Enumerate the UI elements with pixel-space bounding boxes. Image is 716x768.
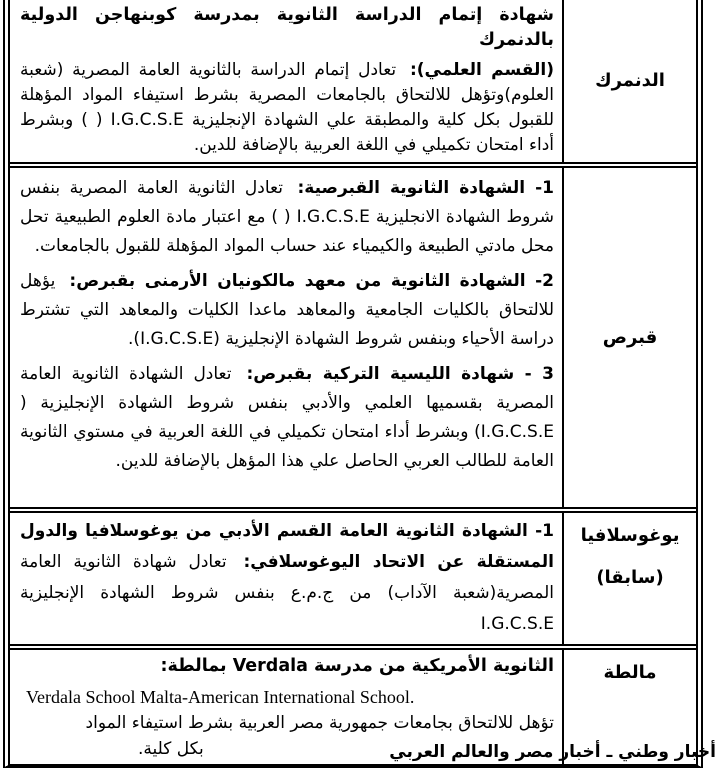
details-cell-cyprus [10, 168, 562, 507]
certificate-paragraph [20, 516, 554, 640]
school-name-english: Verdala School Malta-American International School. [26, 687, 415, 707]
country-cell-cyprus [562, 168, 696, 507]
paragraph-heading: 2- الشهادة الثانوية من معهد مالكونيان الأرمنى بقبرص: [69, 271, 554, 291]
certificate-title: الثانوية الأمريكية من مدرسة Verdala بمالطة: [160, 656, 554, 676]
news-site-watermark: أخبار وطني ـ أخبار مصر والعالم العربي [389, 742, 716, 762]
certificate-paragraph [20, 58, 554, 158]
certificate-paragraph [20, 360, 554, 476]
paragraph-heading: 1- الشهادة الثانوية العامة القسم الأدبي من يوغوسلافيا والدول المستقلة عن الاتحاد اليوغوسلافي: [20, 521, 554, 572]
paragraph-text: تعادل إتمام الدراسة بالثانوية العامة المصرية (شعبة العلوم)وتؤهل للالتحاق بالجامعات المصرية بشرط استيفاء المواد المؤهلة للقبول بكل كلية والمطبقة علي الشهادة الإنجليزية I.G.C.S.E ( ) وبشرط أداء امتحان تكميلي في اللغة العربية بالإضافة للدين. [20, 60, 555, 155]
certificate-condition-line: تؤهل للالتحاق بجامعات جمهورية مصر العربية بشرط استيفاء المواد [85, 713, 554, 733]
certificate-condition-fragment: بكل كلية. [138, 739, 204, 759]
paragraph-text: تعادل شهادة الثانوية العامة المصرية(شعبة الآداب) من ج.م.ع بنفس شروط الشهادة الإنجليزية I.G.C.S.E [20, 552, 554, 634]
paragraph-heading: 1- الشهادة الثانوية القبرصية: [297, 178, 555, 198]
country-label-denmark: الدنمرك [595, 70, 665, 91]
country-label-cyprus: قبرص [602, 326, 658, 348]
country-label-yugoslavia-suffix: (سابقا) [596, 567, 664, 588]
table-row-cyprus [10, 162, 696, 507]
paragraph-heading: (القسم العلمي): [409, 60, 554, 80]
equivalency-table [3, 0, 703, 768]
details-cell-denmark [10, 0, 562, 162]
country-label-yugoslavia: يوغوسلافيا [580, 525, 680, 546]
details-cell-yugoslavia [10, 513, 562, 644]
table-row-yugoslavia [10, 507, 696, 644]
country-cell-yugoslavia [562, 513, 696, 644]
country-label-malta: مالطة [603, 662, 657, 683]
certificate-paragraph [20, 174, 554, 261]
paragraph-text: تعادل الثانوية العامة المصرية بنفس شروط الشهادة الانجليزية I.G.C.S.E ( ) مع اعتبار مادة العلوم الطبيعية تحل محل مادتي الطبيعة والكيمياء عند حساب المواد المؤهلة للقبول بالجامعات. [20, 178, 554, 256]
paragraph-text: تعادل الشهادة الثانوية العامة المصرية بقسميها العلمي والأدبي بنفس شروط الشهادة الإنجليزية ( I.G.C.S.E) وبشرط أداء امتحان تكميلي في اللغة العربية في مستوي الثانوية العامة للطالب العربي الحاصل علي هذا المؤهل بالإضافة للدين. [20, 364, 554, 471]
certificate-title: شهادة إتمام الدراسة الثانوية بمدرسة كوبنهاجن الدولية بالدنمرك [20, 5, 554, 50]
country-cell-denmark [562, 0, 696, 162]
table-row-denmark [10, 0, 696, 162]
certificate-paragraph [20, 267, 554, 354]
paragraph-text: يؤهل للالتحاق بالكليات الجامعية والمعاهد ماعدا الكليات والمعاهد التي تشترط دراسة الأحياء وبنفس شروط الشهادة الإنجليزية (I.G.C.S.E). [20, 271, 554, 349]
paragraph-heading: 3 - شهادة الليسية التركية بقبرص: [246, 364, 555, 384]
